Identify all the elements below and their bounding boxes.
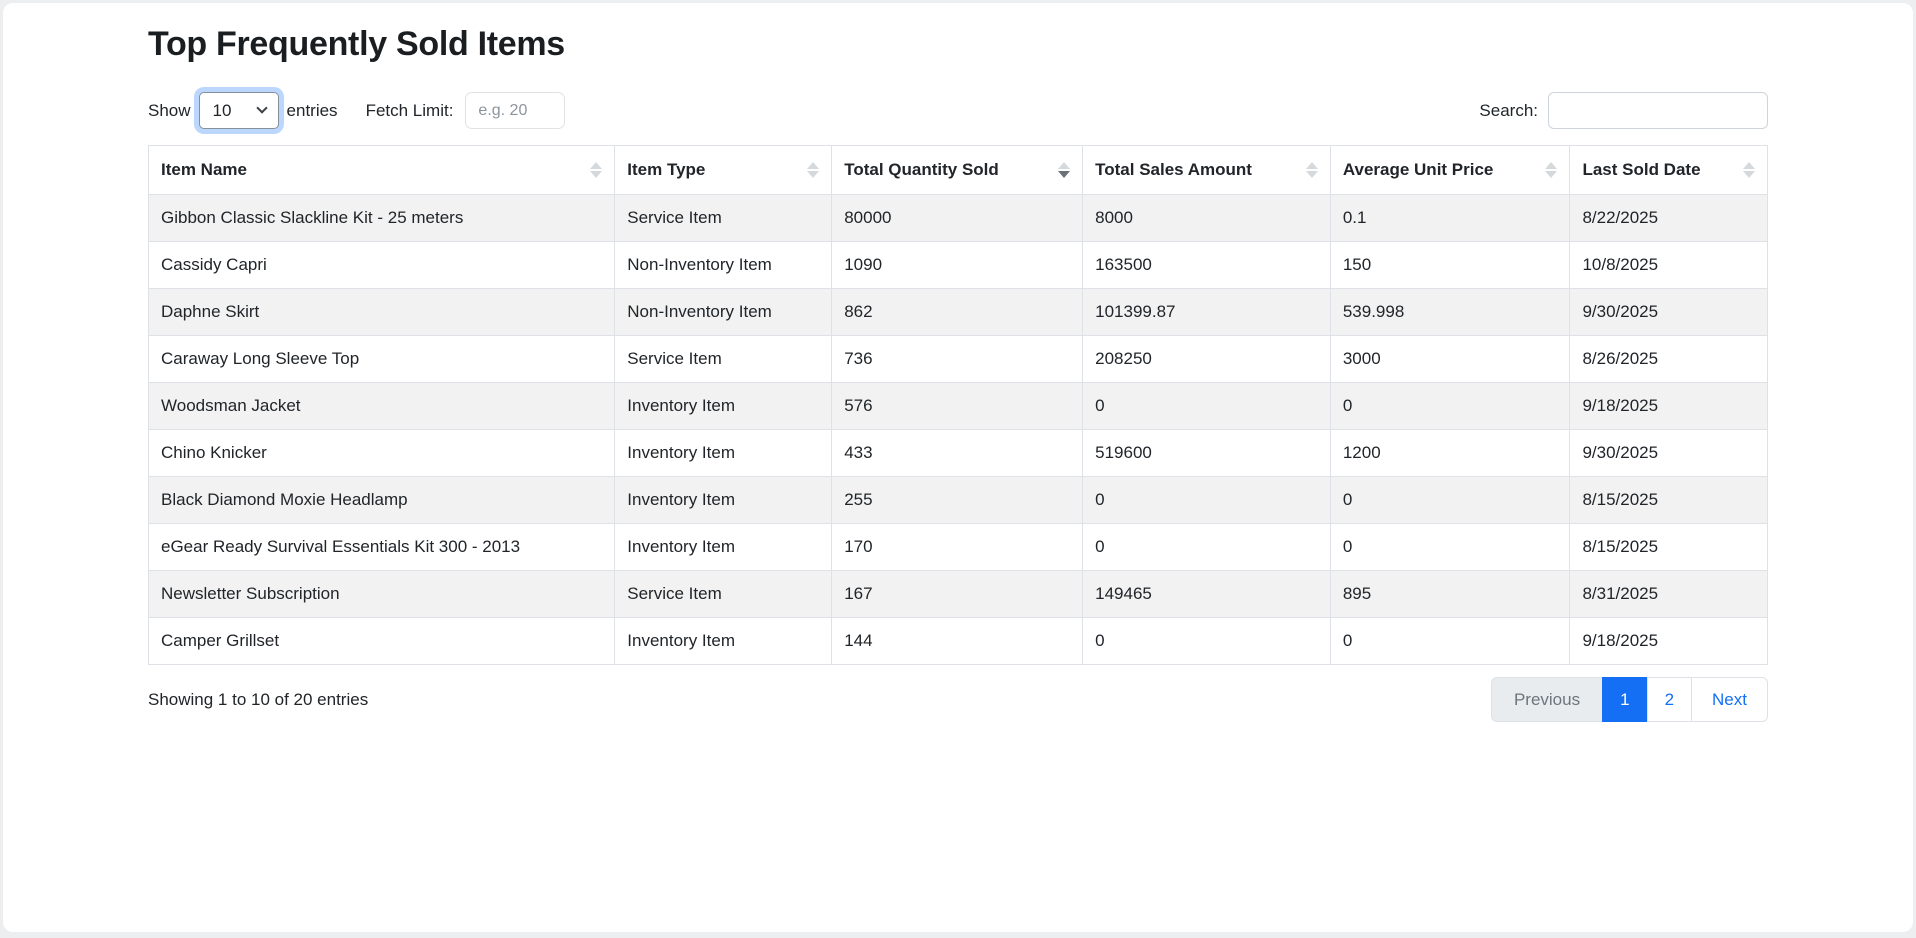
table-cell: 9/18/2025 bbox=[1570, 618, 1768, 665]
column-header-total-sales-amount[interactable] bbox=[1083, 146, 1331, 195]
table-cell: 0 bbox=[1083, 618, 1331, 665]
table-cell: 208250 bbox=[1083, 336, 1331, 383]
table-cell: 150 bbox=[1330, 242, 1570, 289]
table-cell: 80000 bbox=[832, 195, 1083, 242]
table-cell: Service Item bbox=[615, 195, 832, 242]
table-body bbox=[149, 195, 1768, 665]
table-cell: 149465 bbox=[1083, 571, 1331, 618]
table-cell: Cassidy Capri bbox=[149, 242, 615, 289]
table-row bbox=[149, 618, 1768, 665]
column-header-item-type[interactable] bbox=[615, 146, 832, 195]
table-head bbox=[149, 146, 1768, 195]
sort-icon bbox=[590, 162, 602, 178]
table-cell: 144 bbox=[832, 618, 1083, 665]
table-cell: 1200 bbox=[1330, 430, 1570, 477]
table-cell: 0.1 bbox=[1330, 195, 1570, 242]
table-cell: 8/15/2025 bbox=[1570, 524, 1768, 571]
entries-label: entries bbox=[286, 100, 338, 120]
table-cell: 8/31/2025 bbox=[1570, 571, 1768, 618]
table-cell: 519600 bbox=[1083, 430, 1331, 477]
pagination bbox=[1491, 677, 1768, 722]
table-cell: 255 bbox=[832, 477, 1083, 524]
table-row bbox=[149, 242, 1768, 289]
table-cell: 576 bbox=[832, 383, 1083, 430]
table-cell: 10/8/2025 bbox=[1570, 242, 1768, 289]
table-cell: Gibbon Classic Slackline Kit - 25 meters bbox=[149, 195, 615, 242]
fetch-limit-input[interactable] bbox=[465, 92, 565, 129]
table-cell: 3000 bbox=[1330, 336, 1570, 383]
page-title: Top Frequently Sold Items bbox=[148, 25, 565, 63]
sort-icon bbox=[1058, 162, 1070, 178]
pagination-page-2[interactable]: 2 bbox=[1647, 677, 1692, 722]
table-cell: 539.998 bbox=[1330, 289, 1570, 336]
column-header-total-quantity-sold[interactable] bbox=[832, 146, 1083, 195]
table-cell: Service Item bbox=[615, 571, 832, 618]
table-cell: 0 bbox=[1083, 524, 1331, 571]
table-cell: 8/15/2025 bbox=[1570, 477, 1768, 524]
table-controls bbox=[148, 92, 1768, 129]
table-cell: Chino Knicker bbox=[149, 430, 615, 477]
pagination-page-1[interactable]: 1 bbox=[1602, 677, 1647, 722]
table-cell: Inventory Item bbox=[615, 383, 832, 430]
table-cell: Inventory Item bbox=[615, 618, 832, 665]
table-cell: 1090 bbox=[832, 242, 1083, 289]
table-cell: 862 bbox=[832, 289, 1083, 336]
table-footer bbox=[148, 677, 1768, 722]
column-header-average-unit-price[interactable] bbox=[1330, 146, 1570, 195]
page-size-select-wrap bbox=[199, 92, 279, 129]
sort-icon bbox=[807, 162, 819, 178]
column-label: Average Unit Price bbox=[1342, 160, 1494, 179]
table-header-row bbox=[149, 146, 1768, 195]
table-cell: Service Item bbox=[615, 336, 832, 383]
table-row bbox=[149, 477, 1768, 524]
table-cell: Daphne Skirt bbox=[149, 289, 615, 336]
column-label: Total Quantity Sold bbox=[844, 160, 999, 179]
page-size-select[interactable] bbox=[199, 92, 279, 129]
table-row bbox=[149, 383, 1768, 430]
table-row bbox=[149, 524, 1768, 571]
table-cell: Non-Inventory Item bbox=[615, 289, 832, 336]
table-cell: 101399.87 bbox=[1083, 289, 1331, 336]
items-table bbox=[148, 145, 1768, 665]
table-row bbox=[149, 571, 1768, 618]
table-row bbox=[149, 289, 1768, 336]
column-header-item-name[interactable] bbox=[149, 146, 615, 195]
table-cell: 163500 bbox=[1083, 242, 1331, 289]
table-cell: Inventory Item bbox=[615, 524, 832, 571]
content-container bbox=[3, 3, 1913, 722]
table-cell: 736 bbox=[832, 336, 1083, 383]
column-label: Item Type bbox=[627, 160, 706, 179]
search-label: Search: bbox=[1479, 100, 1538, 120]
column-label: Total Sales Amount bbox=[1095, 160, 1252, 179]
sort-icon bbox=[1306, 162, 1318, 178]
pagination-next[interactable]: Next bbox=[1691, 677, 1768, 722]
sort-icon bbox=[1743, 162, 1755, 178]
table-row bbox=[149, 195, 1768, 242]
table-cell: 8/22/2025 bbox=[1570, 195, 1768, 242]
table-cell: 0 bbox=[1083, 383, 1331, 430]
table-cell: 0 bbox=[1330, 383, 1570, 430]
fetch-limit-label: Fetch Limit: bbox=[365, 100, 454, 120]
table-cell: Black Diamond Moxie Headlamp bbox=[149, 477, 615, 524]
table-cell: 9/18/2025 bbox=[1570, 383, 1768, 430]
showing-entries-text: Showing 1 to 10 of 20 entries bbox=[148, 689, 369, 709]
column-header-last-sold-date[interactable] bbox=[1570, 146, 1768, 195]
table-cell: Inventory Item bbox=[615, 430, 832, 477]
pagination-previous[interactable]: Previous bbox=[1491, 677, 1603, 722]
search-input[interactable] bbox=[1548, 92, 1768, 129]
table-cell: Newsletter Subscription bbox=[149, 571, 615, 618]
table-cell: 8000 bbox=[1083, 195, 1331, 242]
table-cell: Woodsman Jacket bbox=[149, 383, 615, 430]
sort-icon bbox=[1545, 162, 1557, 178]
table-cell: Camper Grillset bbox=[149, 618, 615, 665]
table-cell: 433 bbox=[832, 430, 1083, 477]
table-cell: 170 bbox=[832, 524, 1083, 571]
table-cell: 0 bbox=[1083, 477, 1331, 524]
table-row bbox=[149, 336, 1768, 383]
table-cell: eGear Ready Survival Essentials Kit 300 - 2013 bbox=[149, 524, 615, 571]
column-label: Last Sold Date bbox=[1582, 160, 1701, 179]
show-label: Show bbox=[148, 100, 191, 120]
table-cell: 167 bbox=[832, 571, 1083, 618]
table-cell: 0 bbox=[1330, 618, 1570, 665]
table-cell: 895 bbox=[1330, 571, 1570, 618]
column-label: Item Name bbox=[161, 160, 247, 179]
table-cell: Inventory Item bbox=[615, 477, 832, 524]
table-cell: Non-Inventory Item bbox=[615, 242, 832, 289]
table-cell: 8/26/2025 bbox=[1570, 336, 1768, 383]
table-cell: 0 bbox=[1330, 524, 1570, 571]
table-cell: 9/30/2025 bbox=[1570, 289, 1768, 336]
table-cell: 0 bbox=[1330, 477, 1570, 524]
table-row bbox=[149, 430, 1768, 477]
table-cell: Caraway Long Sleeve Top bbox=[149, 336, 615, 383]
table-cell: 9/30/2025 bbox=[1570, 430, 1768, 477]
main-card bbox=[3, 3, 1913, 932]
